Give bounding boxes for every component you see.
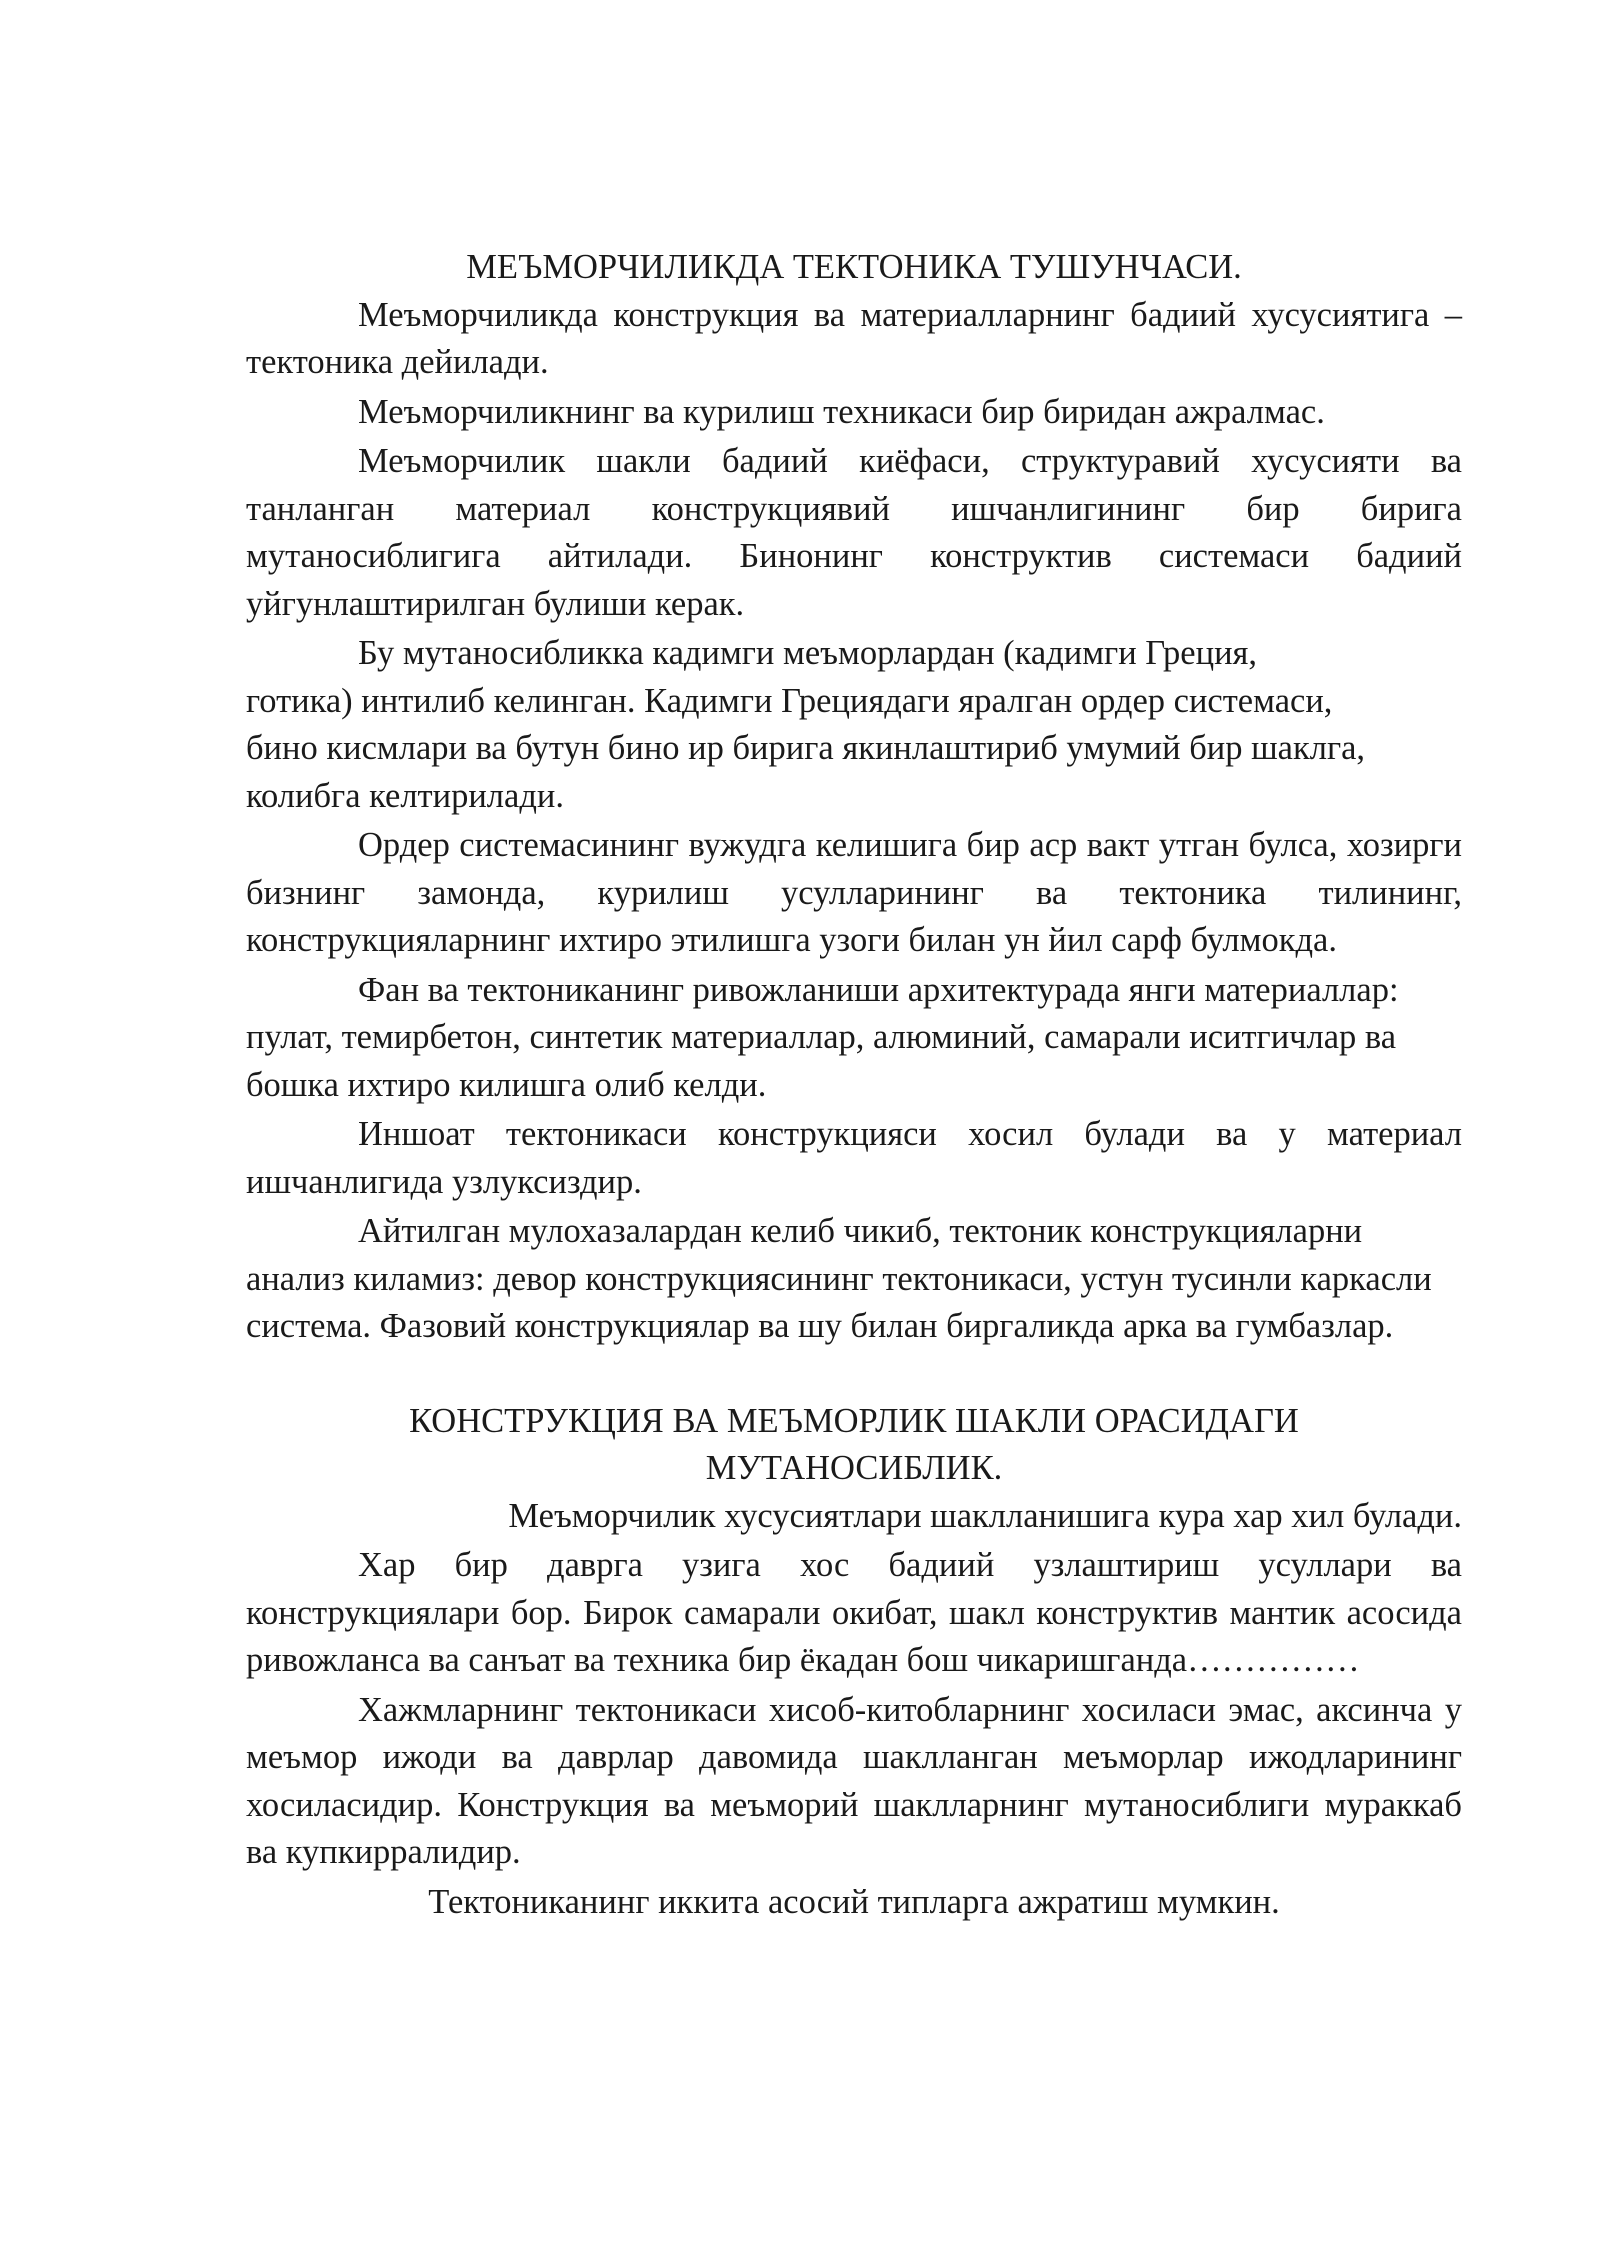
paragraph: Тектониканинг иккита асосий типларга ажратиш мумкин. (428, 1882, 1280, 1921)
document-page (246, 244, 1462, 1926)
paragraph: Айтилган мулохазалардан келиб чикиб, тектоник конструкцияларни анализ киламиз: девор конструкциясининг тектоникаси, устун тусинли каркасли система. Фазовий конструкциялар ва шу билан биргаликда арка ва гумбазлар. (246, 1212, 1432, 1345)
paragraph: Ордер системасининг вужудга келишига бир аср вакт утган булса, хозирги бизнинг замонда, курилиш усулларининг ва тектоника тилининг, конструкцияларнинг ихтиро этилишга узоги билан ун йил сарф булмокда. (246, 826, 1462, 959)
paragraph: Хажмларнинг тектоникаси хисоб-китобларнинг хосиласи эмас, аксинча у меъмор ижоди ва даврлар давомида шаклланган меъморлар ижодларининг хосиласидир. Конструкция ва меъморий шаклларнинг мутаносиблиги мураккаб ва купкирралидир. (246, 1690, 1462, 1871)
paragraph: Хар бир даврга узига хос бадиий узлаштириш усуллари ва конструкциялари бор. Бирок самарали окибат, шакл конструктив мантик асосида ривожланса ва санъат ва техника бир ёкадан бош чикаришганда…………… (246, 1546, 1462, 1679)
paragraph: Меъморчилик хусусиятлари шаклланишига кура хар хил булади. (508, 1496, 1462, 1535)
section-title-line-1: КОНСТРУКЦИЯ ВА МЕЪМОРЛИК ШАКЛИ ОРАСИДАГИ (409, 1401, 1299, 1440)
paragraph: Бу мутаносибликка кадимги меъморлардан (кадимги Греция, готика) интилиб келинган. Кадимги Грециядаги яралган ордер системаси, бино кисмлари ва бутун бино ир бирига якинлаштириб умумий бир шаклга, колибга келтирилади. (246, 634, 1366, 815)
section-title-tectonics: МЕЪМОРЧИЛИКДА ТЕКТОНИКА ТУШУНЧАСИ. (466, 248, 1242, 286)
paragraph: Фан ва тектониканинг ривожланиши архитектурада янги материаллар: пулат, темирбетон, синтетик материаллар, алюминий, самарали иситгичлар ва бошка ихтиро килишга олиб келди. (246, 970, 1399, 1104)
section-title-line-2: МУТАНОСИБЛИК. (705, 1449, 1003, 1487)
paragraph: Иншоат тектоникаси конструкцияси хосил булади ва у материал ишчанлигида узлуксиздир. (246, 1115, 1462, 1201)
section-title-construction-form (246, 1398, 1462, 1493)
paragraph: Меъморчиликда конструкция ва материалларнинг бадиий хусусиятига – тектоника дейилади. (246, 295, 1462, 381)
paragraph: Меъморчиликнинг ва курилиш техникаси бир биридан ажралмас. (358, 392, 1325, 431)
paragraph: Меъморчилик шакли бадиий киёфаси, структуравий хусусияти ва танланган материал конструкциявий ишчанлигининг бир бирига мутаносиблигига айтилади. Бинонинг конструктив системаси бадиий уйгунлаштирилган булиши керак. (246, 442, 1462, 623)
